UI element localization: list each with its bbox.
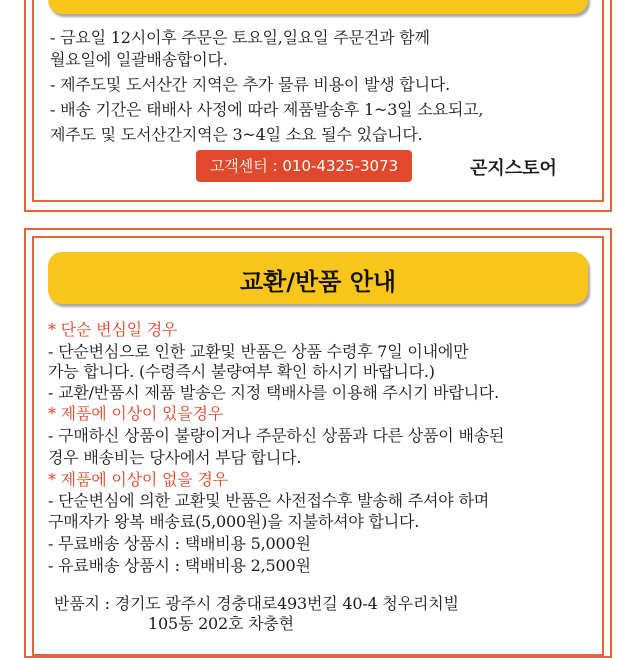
store-name: 곤지스토어 — [470, 158, 557, 179]
exchange-line: 구매자가 왕복 배송료(5,000원)을 지불하셔야 합니다. — [48, 512, 420, 531]
shipping-line: - 배송 기간은 태배사 사정에 따라 제품발송후 1~3일 소요되고, — [50, 100, 484, 119]
shipping-notice-title-tab — [48, 0, 588, 14]
exchange-line: - 단순변심으로 인한 교환및 반품은 상품 수령후 7일 이내에만 — [48, 342, 469, 361]
exchange-line: - 유료배송 상품시 : 택배비용 2,500원 — [48, 556, 311, 575]
exchange-title: 교환/반품 안내 — [239, 268, 397, 296]
shipping-notice-text — [50, 28, 610, 148]
shipping-line: 월요일에 일괄배송합이다. — [50, 50, 228, 69]
exchange-line: * 제품에 이상이 없을 경우 — [48, 470, 228, 489]
exchange-text — [48, 320, 608, 580]
exchange-line: - 구매하신 상품이 불량이거나 주문하신 상품과 다른 상품이 배송된 — [48, 426, 505, 445]
return-address-line2: 105동 202호 차충현 — [148, 614, 294, 633]
exchange-line: 경우 배송비는 당사에서 부담 합니다. — [48, 448, 302, 467]
exchange-line: * 제품에 이상이 있을경우 — [48, 404, 224, 423]
exchange-line: - 무료배송 상품시 : 택배비용 5,000원 — [48, 534, 311, 553]
shipping-line: - 제주도및 도서산간 지역은 추가 물류 비용이 발생 합니다. — [50, 75, 451, 94]
exchange-title-tab — [48, 252, 588, 304]
shipping-line: - 금요일 12시이후 주문은 토요일,일요일 주문건과 함께 — [50, 28, 430, 47]
exchange-line: * 단순 변심일 경우 — [48, 320, 178, 339]
return-address-line1: 반품지 : 경기도 광주시 경충대로493번길 40-4 청우리치빌 — [54, 594, 459, 613]
customer-center-badge: 고객센터 : 010-4325-3073 — [196, 150, 412, 182]
shipping-line: 제주도 및 도서산간지역은 3~4일 소요 될수 있습니다. — [50, 125, 423, 144]
exchange-line: 가능 합니다. (수령즉시 불량여부 확인 하시기 바랍니다.) — [48, 362, 435, 381]
exchange-line: - 교환/반품시 제품 발송은 지정 택배사를 이용해 주시기 바랍니다. — [48, 383, 500, 402]
exchange-line: - 단순변심에 의한 교환및 반품은 사전접수후 발송해 주셔야 하며 — [48, 491, 489, 510]
